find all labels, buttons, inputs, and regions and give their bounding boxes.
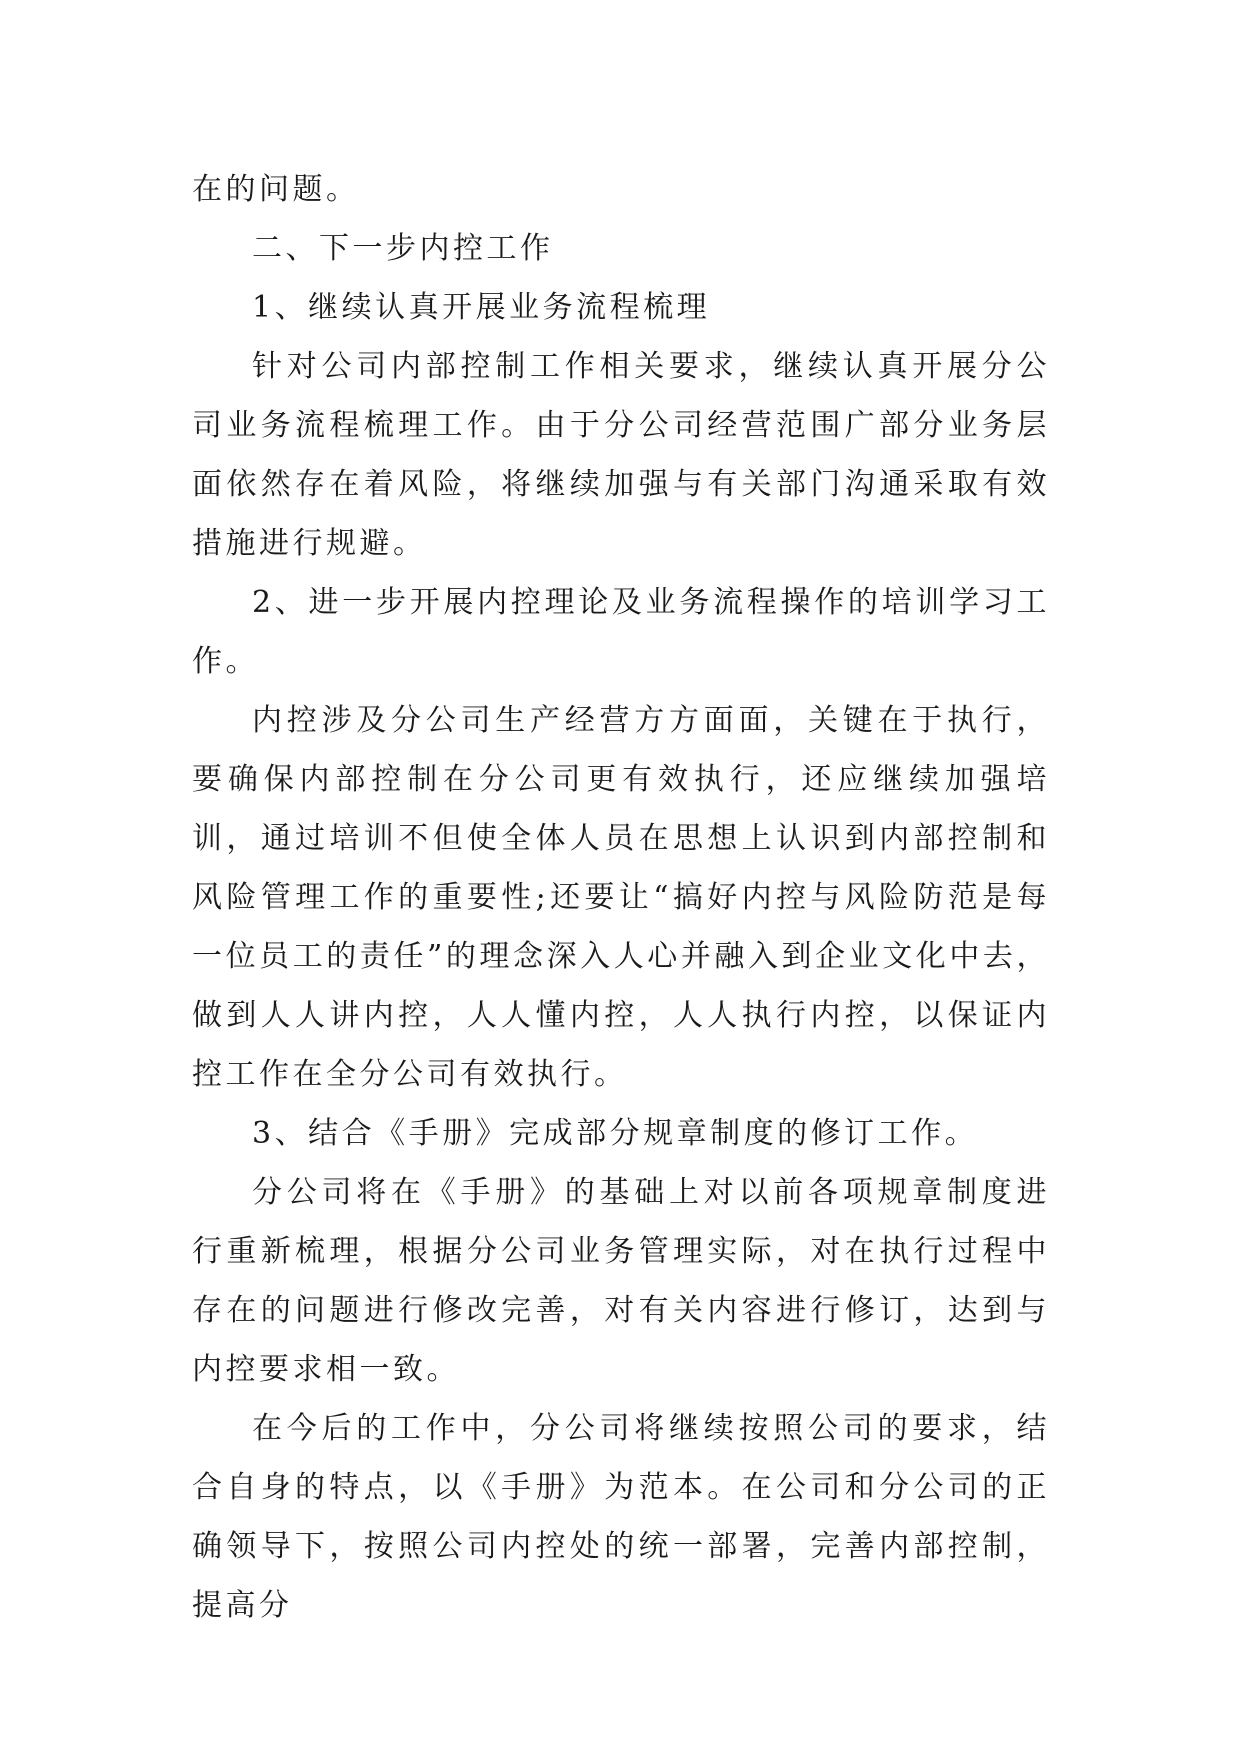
subheading-1: 1、继续认真开展业务流程梳理 bbox=[252, 290, 711, 325]
paragraph-process-review: 针对公司内部控制工作相关要求，继续认真开展分公司业务流程梳理工作。由于分公司经营范围广部分业务层面依然存在着风险，将继续加强与有关部门沟通采取有效措施进行规避。 bbox=[192, 349, 1050, 561]
document-body bbox=[192, 160, 1050, 1635]
paragraph-continuation: 在的问题。 bbox=[192, 172, 360, 207]
paragraph-training: 内控涉及分公司生产经营方方面面，关键在于执行，要确保内部控制在分公司更有效执行，还应继续加强培训，通过培训不但使全体人员在思想上认识到内部控制和风险管理工作的重要性;还要让“搞好内控与风险防范是每一位员工的责任”的理念深入人心并融入到企业文化中去，做到人人讲内控，人人懂内控，人人执行内控，以保证内控工作在全分公司有效执行。 bbox=[192, 703, 1050, 1092]
paragraph-regulation-revision: 分公司将在《手册》的基础上对以前各项规章制度进行重新梳理，根据分公司业务管理实际，对在执行过程中存在的问题进行修改完善，对有关内容进行修订，达到与内控要求相一致。 bbox=[192, 1175, 1050, 1387]
section-heading-next-steps: 二、下一步内控工作 bbox=[252, 231, 554, 266]
paragraph-future-work: 在今后的工作中，分公司将继续按照公司的要求，结合自身的特点，以《手册》为范本。在公司和分公司的正确领导下，按照公司内控处的统一部署，完善内部控制，提高分 bbox=[192, 1411, 1050, 1623]
subheading-3: 3、结合《手册》完成部分规章制度的修订工作。 bbox=[252, 1116, 979, 1151]
subheading-2: 2、进一步开展内控理论及业务流程操作的培训学习工作。 bbox=[192, 585, 1050, 679]
